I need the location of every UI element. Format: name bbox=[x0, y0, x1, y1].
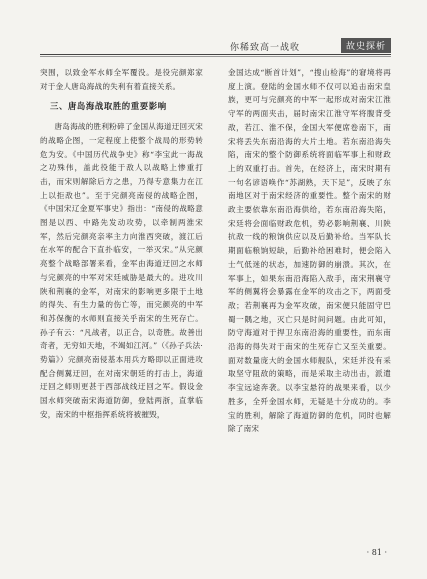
section-heading: 三、唐岛海战取胜的重要影响 bbox=[50, 101, 167, 112]
page-number: · 81 · bbox=[366, 548, 387, 557]
section-tag: 故史探析 bbox=[341, 38, 391, 53]
running-title: 你稀致高一战收 bbox=[230, 43, 301, 53]
right-column bbox=[228, 66, 391, 436]
left-paragraph-2: 唐岛海战的胜利粉碎了金国从海道迂回灭宋的战略企图，一定程度上使整个战局的形势转危为安。《中国历代战争史》称“李宝此一海战之功殊伟，盖此役能于敌人以战略上惨重打击，而宋则解除后方之患，乃得专意集力在江上以拒敌也”。至于完颜亮南侵的战略企图，《中国宋辽金夏军事史》指出：“南侵的战略意图是以西、中路先发动攻势，以牵制两淮宋军，然后完颜亮亲率主力向淮西突破，渡江后在水军的配合下直扑临安，一举灭宋。”从完颜亮整个战略部署来看，金军由海道迂回之水师与完颜亮的中军对宋廷威胁是最大的。进攻川陕和荆襄的金军，对南宋的影响更多限于土地的得失、有生力量的伤亡等，而完颜亮的中军和苏保衡的水师则直接关乎南宋的生死存亡。孙子有云：“凡战者，以正合，以奇胜。故善出奇者，无穷如天地，不竭如江河。”（《孙子兵法·势篇》）完颜亮南侵基本用兵方略即以正面进攻配合侧翼迂回，在对南宋朝廷的打击上，海道迂回之师则更甚于西部战线迂回之军。假设金国水师突破南宋海道防御，登陆两浙，直掌临安，南宋的中枢指挥系统将被摧毁， bbox=[40, 122, 203, 419]
right-paragraph-1: 金国达成“断首计划”，“搜山检海”的窘境将再度上演。登陆的金国水师不仅可以追击南宋皇族，更可与完颜亮的中军一起形成对南宋江淮守军的两面夹击，届时南宋江淮守军将腹背受敌，若江、淮不保，金国大军便席卷南下，南宋将丢失东南沿海的大片土地。若东南沿海失陷，南宋的整个防御系统将面临军事上和财政上的双重打击。首先，在经济上，南宋时期有一句名谚语唤作“苏湖熟，天下足”，反映了东南地区对于南宋经济的重要性。整个南宋的财政主要依靠东南沿海供给，若东南沿海失陷，宋廷将会面临财政危机，势必影响荆襄、川陕抗敌一线的粮饷供应以及后勤补给。当军队长期面临粮饷短缺，后勤补给困难时，便会陷入士气低迷的状态，加速防御的崩溃。其次，在军事上，如果东南沿海陷入敌手，南宋荆襄守军的侧翼将会暴露在金军的攻击之下，两面受敌；若荆襄再为金军攻破，南宋便只能固守巴蜀一隅之地，灭亡只是时间问题。由此可知，防守海道对于捍卫东南沿海的重要性，而东南沿海的得失对于南宋的生死存亡又至关重要。面对数量庞大的金国水师舰队，宋廷并没有采取坚守阻敌的策略，而是采取主动出击，派遣李宝远途奔袭。以李宝悬符的战果来看，以少胜多，全歼金国水师，无疑是十分成功的。李宝的胜利，解除了海道防御的危机，同时也解除了南宋 bbox=[228, 68, 391, 434]
left-column bbox=[40, 66, 203, 422]
header-rule bbox=[40, 54, 391, 57]
left-paragraph-1: 突围，以致金军水师全军覆没。是役完颜郑家对于金人唐岛海战的失利有着直接关系。 bbox=[40, 68, 203, 91]
